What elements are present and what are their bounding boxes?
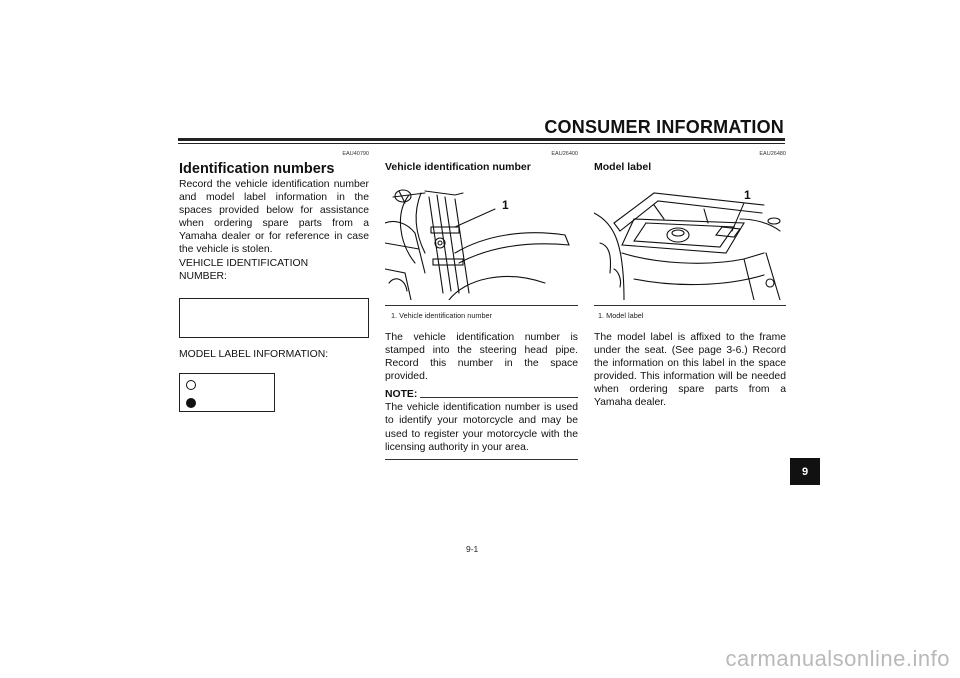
- note-label: NOTE:: [385, 389, 418, 401]
- header-rule-thin: [178, 143, 785, 144]
- vin-text-block: [385, 331, 578, 460]
- column-identification-numbers: [179, 150, 369, 283]
- steering-head-illustration: [385, 183, 578, 300]
- note-end-rule: [385, 459, 578, 460]
- model-label-text-block: [594, 331, 786, 410]
- section-heading: Vehicle identification number: [385, 161, 531, 173]
- note-header: [385, 388, 578, 401]
- figure-rule: [385, 305, 578, 306]
- section-body: Record the vehicle identification number and model label information in the spaces provided below for assistance when ordering spare parts from a Yamaha dealer or for reference in case the vehicle is stolen.: [179, 179, 369, 256]
- section-body: The model label is affixed to the frame under the seat. (See page 3-6.) Record the information on this label in the space provided. This information will be needed when ordering spare parts from a Yamaha dealer.: [594, 332, 786, 409]
- column-model-label: [594, 150, 786, 174]
- chapter-tab: 9: [790, 458, 820, 485]
- note-body: The vehicle identification number is used to identify your motorcycle and may be used to register your motorcycle with the licensing authority in your area.: [385, 402, 578, 453]
- figure-callout-number: 1: [744, 188, 751, 202]
- model-info-label: MODEL LABEL INFORMATION:: [179, 349, 329, 360]
- note-rule: [420, 397, 578, 398]
- figure-caption: 1. Vehicle identification number: [391, 311, 493, 320]
- figure-callout-number: 1: [502, 198, 509, 212]
- page-title: CONSUMER INFORMATION: [544, 117, 784, 137]
- header-rule-thick: [178, 138, 785, 141]
- model-label-illustration: [594, 183, 786, 300]
- figure-caption: 1. Model label: [598, 311, 644, 320]
- figure-rule: [594, 305, 786, 306]
- section-code: EAU40790: [342, 151, 369, 157]
- watermark: carmanualsonline.info: [725, 646, 950, 671]
- page-number: 9-1: [466, 544, 479, 554]
- section-heading: Identification numbers: [179, 161, 335, 177]
- section-heading: Model label: [594, 161, 652, 173]
- model-info-record-box: [179, 373, 275, 412]
- open-circle-icon: [186, 380, 196, 390]
- vin-label-line-2: NUMBER:: [179, 270, 227, 282]
- filled-circle-icon: [186, 398, 196, 408]
- section-code: EAU26400: [551, 151, 578, 157]
- section-body: The vehicle identification number is stamped into the steering head pipe. Record this number in the space provided.: [385, 332, 578, 383]
- vin-record-box: [179, 298, 369, 338]
- vin-label-line-1: VEHICLE IDENTIFICATION: [179, 257, 309, 269]
- section-code: EAU26480: [759, 151, 786, 157]
- column-vehicle-identification: [385, 150, 578, 174]
